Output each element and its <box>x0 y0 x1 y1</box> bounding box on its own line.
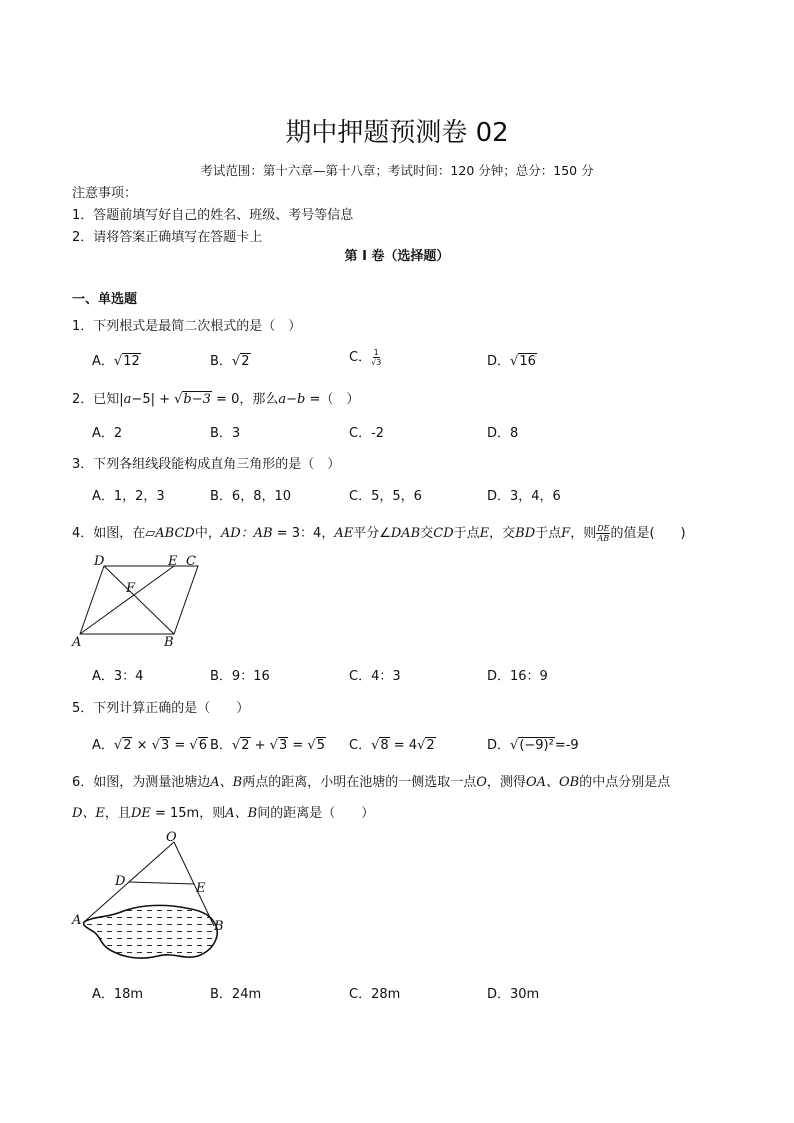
q2-option-c: C．-2 <box>349 426 385 441</box>
q3-option-c: C．5，5，6 <box>349 489 422 504</box>
q4-stem: 4．如图，在▱ABCD中，AD：AB = 3：4，AE平分∠DAB交CD于点E，交BD于点F，则 $\frac{DE}{AB}$ 的值是( ) <box>72 524 686 543</box>
label-e: E <box>168 554 178 569</box>
notice-heading: 注意事项： <box>72 186 138 201</box>
label-d: D <box>94 554 105 569</box>
segment-de <box>129 882 194 884</box>
page-title: 期中押题预测卷 02 <box>285 118 509 148</box>
notice-item-1: 1．答题前填写好自己的姓名、班级、考号等信息 <box>72 208 354 223</box>
notice-item-2: 2．请将答案正确填写在答题卡上 <box>72 230 263 245</box>
label-o: O <box>166 830 177 845</box>
q2-option-b: B．3 <box>210 426 241 441</box>
q2-option-d: D．8 <box>487 426 519 441</box>
q3-stem: 3．下列各组线段能构成直角三角形的是（ ） <box>72 457 341 472</box>
label-e: E <box>196 881 206 896</box>
q5-option-a: A．√2 × √3 = √6 <box>92 738 207 753</box>
q2-stem: 2．已知|a−5| + √b−3 = 0，那么a−b =（ ） <box>72 392 360 407</box>
diagonal-bd <box>104 566 174 634</box>
label-c: C <box>186 554 196 569</box>
q6-option-a: A．18m <box>92 987 144 1002</box>
q1-option-c: C． $\frac{1}{√3}$ <box>349 348 382 367</box>
q6-stem-line-2: D、E，且DE = 15m，则A、B间的距离是（ ） <box>72 806 375 821</box>
q2-option-a: A．2 <box>92 426 123 441</box>
q6-option-d: D．30m <box>487 987 540 1002</box>
label-b: B <box>214 919 224 934</box>
q1-option-d: D．√16 <box>487 354 536 369</box>
q3-option-d: D．3，4，6 <box>487 489 561 504</box>
q5-option-d: D．√(−9)²=-9 <box>487 738 579 753</box>
q1-stem: 1．下列根式是最简二次根式的是（ ） <box>72 319 302 334</box>
q4-option-d: D．16：9 <box>487 669 548 684</box>
q1-option-a: A．√12 <box>92 354 140 369</box>
q3-option-b: B．6，8，10 <box>210 489 292 504</box>
q5-option-b: B．√2 + √3 = √5 <box>210 738 325 753</box>
label-d: D <box>115 874 126 889</box>
label-f: F <box>126 581 136 596</box>
parallelogram-figure <box>68 550 208 650</box>
segment-ae <box>80 566 174 634</box>
q3-option-a: A．1，2，3 <box>92 489 165 504</box>
label-a: A <box>72 635 82 650</box>
q1-option-b: B．√2 <box>210 354 250 369</box>
q6-option-c: C．28m <box>349 987 401 1002</box>
q5-stem: 5．下列计算正确的是（ ） <box>72 701 250 716</box>
label-a: A <box>72 913 82 928</box>
q4-option-a: A．3：4 <box>92 669 144 684</box>
q6-option-b: B．24m <box>210 987 262 1002</box>
part-title: 第 I 卷（选择题） <box>344 249 450 264</box>
pond-shape <box>84 905 218 958</box>
pond-figure <box>66 830 236 970</box>
label-b: B <box>164 635 174 650</box>
q4-option-b: B．9：16 <box>210 669 270 684</box>
section-title: 一、单选题 <box>72 292 138 307</box>
q6-stem-line-1: 6．如图，为测量池塘边A、B两点的距离，小明在池塘的一侧选取一点O，测得OA、OB的中点分别是点 <box>72 775 671 790</box>
q5-option-c: C．√8 = 4√2 <box>349 738 435 753</box>
q4-option-c: C．4：3 <box>349 669 401 684</box>
exam-info: 考试范围：第十六章—第十八章；考试时间：120 分钟；总分：150 分 <box>200 163 594 178</box>
